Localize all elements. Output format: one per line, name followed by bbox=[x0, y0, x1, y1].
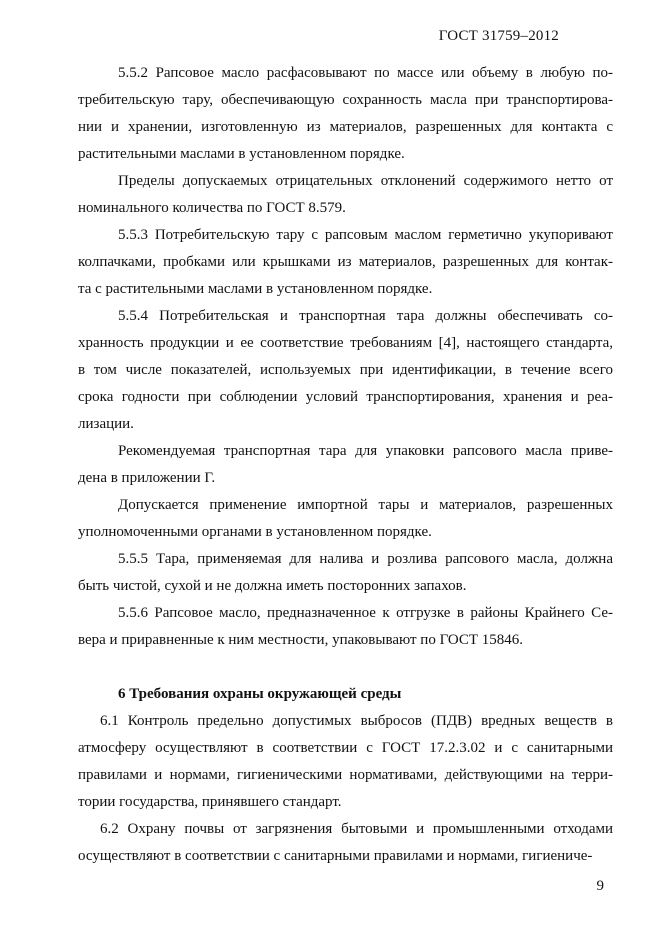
text-line: вера и приравненные к ним местности, упаковывают по ГОСТ 15846. bbox=[78, 632, 524, 648]
page-header-standard: ГОСТ 31759–2012 bbox=[438, 28, 559, 44]
paragraph bbox=[78, 60, 613, 168]
page-number: 9 bbox=[596, 878, 604, 894]
paragraph bbox=[78, 168, 613, 222]
text-line: 5.5.2 Рапсовое масло расфасовывают по массе или объему в любую по- bbox=[118, 65, 613, 81]
text-line: срока годности при соблюдении условий транспортирования, хранения и реа- bbox=[78, 389, 613, 405]
text-line: Пределы допускаемых отрицательных отклонений содержимого нетто от bbox=[118, 173, 613, 189]
paragraph bbox=[78, 438, 613, 492]
text-line: нии и хранении, изготовленную из материалов, разрешенных для контакта с bbox=[78, 119, 613, 135]
page-content bbox=[78, 60, 613, 870]
text-line: лизации. bbox=[78, 416, 134, 432]
text-line: номинального количества по ГОСТ 8.579. bbox=[78, 200, 346, 216]
text-line: тории государства, принявшего стандарт. bbox=[78, 794, 342, 810]
section-heading: 6 Требования охраны окружающей среды bbox=[118, 686, 402, 702]
text-line: быть чистой, сухой и не должна иметь посторонних запахов. bbox=[78, 578, 467, 594]
text-line: Допускается применение импортной тары и материалов, разрешенных bbox=[118, 497, 613, 513]
paragraph bbox=[78, 492, 613, 546]
paragraph bbox=[78, 222, 613, 303]
text-line: правилами и нормами, гигиеническими нормативами, действующими на терри- bbox=[78, 767, 613, 783]
text-line: 5.5.5 Тара, применяемая для налива и розлива рапсового масла, должна bbox=[118, 551, 613, 567]
text-line: Рекомендуемая транспортная тара для упаковки рапсового масла приве- bbox=[118, 443, 613, 459]
text-line: та с растительными маслами в установленном порядке. bbox=[78, 281, 433, 297]
text-line: осуществляют в соответствии с санитарными правилами и нормами, гигиениче- bbox=[78, 848, 593, 864]
text-line: 5.5.3 Потребительскую тару с рапсовым маслом герметично укупоривают bbox=[118, 227, 613, 243]
text-line: колпачками, пробками или крышками из материалов, разрешенных для контак- bbox=[78, 254, 613, 270]
text-line: хранность продукции и ее соответствие требованиям [4], настоящего стандарта, bbox=[78, 335, 613, 351]
paragraph bbox=[78, 303, 613, 438]
text-line: 5.5.6 Рапсовое масло, предназначенное к отгрузке в районы Крайнего Се- bbox=[118, 605, 613, 621]
text-line: дена в приложении Г. bbox=[78, 470, 216, 486]
text-line: в том числе показателей, используемых при идентификации, в течение всего bbox=[78, 362, 613, 378]
paragraph bbox=[78, 708, 613, 816]
text-line: требительскую тару, обеспечивающую сохранность масла при транспортирова- bbox=[78, 92, 613, 108]
section-6-paragraphs bbox=[78, 708, 613, 870]
paragraph bbox=[78, 600, 613, 654]
text-line: растительными маслами в установленном порядке. bbox=[78, 146, 405, 162]
text-line: уполномоченными органами в установленном порядке. bbox=[78, 524, 432, 540]
text-line: 6.2 Охрану почвы от загрязнения бытовыми и промышленными отходами bbox=[100, 821, 613, 837]
text-line: 5.5.4 Потребительская и транспортная тара должны обеспечивать со- bbox=[118, 308, 613, 324]
paragraph bbox=[78, 546, 613, 600]
paragraph bbox=[78, 816, 613, 870]
section-5-5-paragraphs bbox=[78, 60, 613, 654]
section-spacer bbox=[78, 654, 613, 681]
text-line: 6.1 Контроль предельно допустимых выбросов (ПДВ) вредных веществ в bbox=[100, 713, 613, 729]
text-line: атмосферу осуществляют в соответствии с ГОСТ 17.2.3.02 и с санитарными bbox=[78, 740, 613, 756]
